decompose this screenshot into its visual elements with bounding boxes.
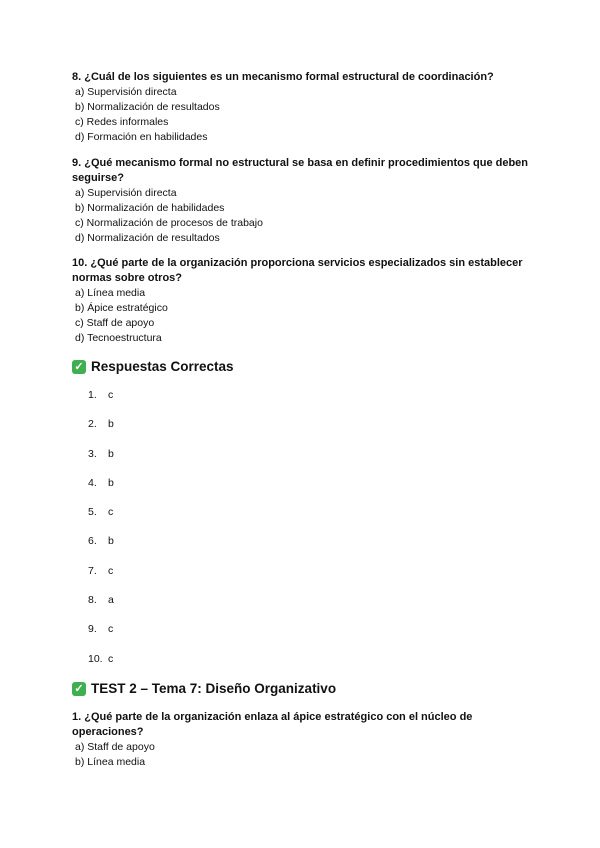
question-8 — [72, 70, 542, 145]
list-item: 1. c — [88, 389, 114, 401]
test2-heading-text: TEST 2 – Tema 7: Diseño Organizativo — [91, 681, 337, 696]
option-b: b) Normalización de resultados — [75, 101, 220, 113]
option-a: a) Supervisión directa — [75, 86, 177, 98]
question-9 — [72, 156, 542, 246]
list-item: 2. b — [88, 418, 114, 431]
answers-list — [88, 388, 114, 681]
question-title: 10. ¿Qué parte de la organización proporciona servicios especializados sin establecer normas sobre otros? — [72, 257, 523, 284]
check-icon: ✓ — [72, 682, 86, 696]
option-a: a) Línea media — [75, 287, 146, 299]
option-d: d) Formación en habilidades — [75, 131, 208, 143]
option-c: c) Normalización de procesos de trabajo — [75, 217, 263, 229]
check-icon: ✓ — [72, 360, 86, 374]
answers-heading-text: Respuestas Correctas — [91, 359, 234, 374]
list-item: 9. c — [88, 623, 114, 636]
option-b: b) Ápice estratégico — [75, 302, 168, 314]
question-10 — [72, 256, 542, 346]
list-item: 7. c — [88, 564, 114, 577]
option-a: a) Staff de apoyo — [75, 741, 155, 753]
list-item: 4. b — [88, 476, 114, 489]
option-b: b) Normalización de habilidades — [75, 202, 225, 214]
option-c: c) Staff de apoyo — [75, 317, 155, 329]
question-title: 1. ¿Qué parte de la organización enlaza al ápice estratégico con el núcleo de operaciones? — [72, 711, 473, 738]
question-title: 9. ¿Qué mecanismo formal no estructural se basa en definir procedimientos que deben seguirse? — [72, 157, 529, 184]
list-item: 3. b — [88, 447, 114, 460]
option-d: d) Tecnoestructura — [75, 332, 162, 344]
question-title: 8. ¿Cuál de los siguientes es un mecanismo formal estructural de coordinación? — [72, 71, 494, 83]
option-b: b) Línea media — [75, 756, 146, 768]
option-c: c) Redes informales — [75, 116, 169, 128]
question-1 — [72, 710, 542, 770]
list-item: 5. c — [88, 506, 114, 519]
list-item: 8. a — [88, 594, 114, 607]
list-item: 6. b — [88, 535, 114, 548]
option-d: d) Normalización de resultados — [75, 232, 220, 244]
answers-heading — [72, 358, 234, 376]
test2-heading — [72, 680, 336, 698]
list-item: 10. c — [88, 652, 114, 665]
option-a: a) Supervisión directa — [75, 187, 177, 199]
